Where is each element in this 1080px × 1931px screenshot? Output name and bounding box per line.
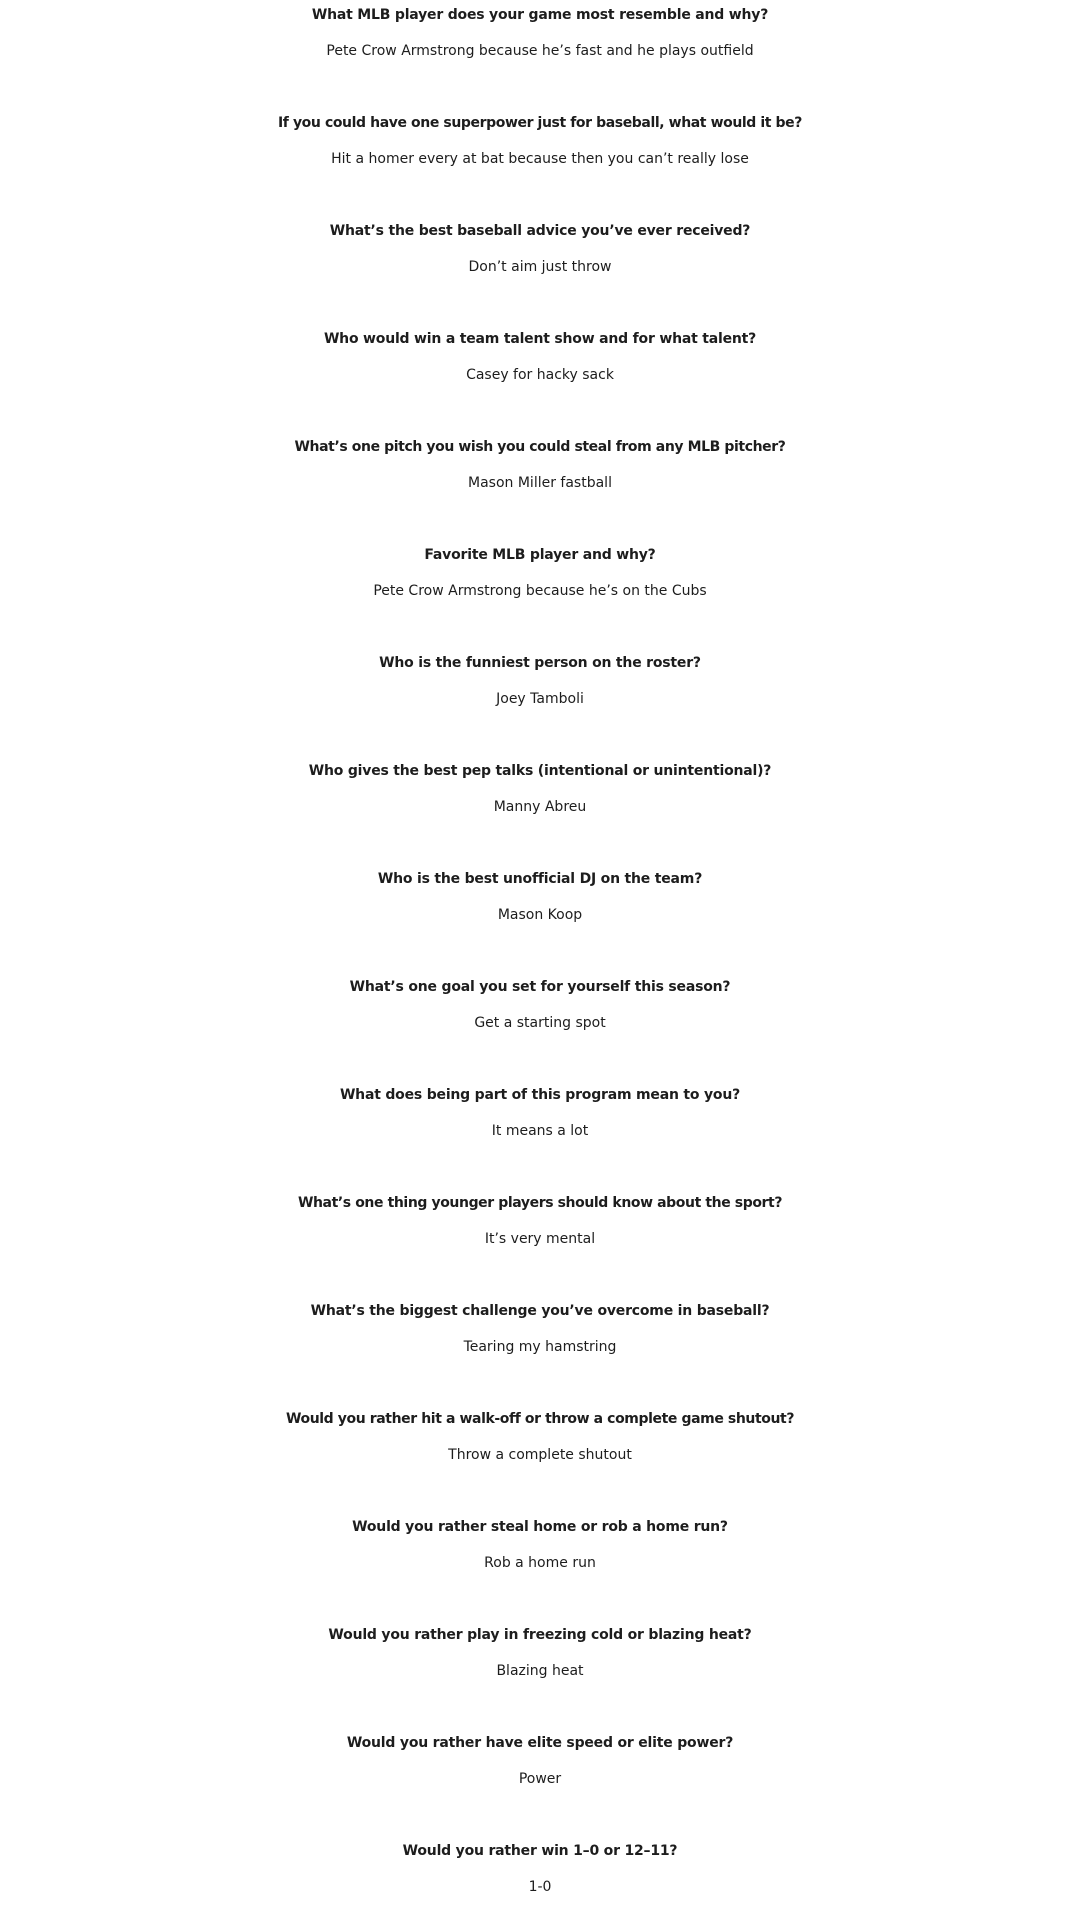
answer: Rob a home run: [484, 1555, 596, 1571]
qa-item: [0, 319, 1080, 419]
question: Favorite MLB player and why?: [424, 547, 656, 563]
answer: Casey for hacky sack: [466, 367, 614, 383]
qa-item: [0, 1399, 1080, 1499]
answer: It’s very mental: [484, 1231, 596, 1247]
qa-item: [0, 1075, 1080, 1175]
question: Would you rather have elite speed or elite power?: [346, 1735, 734, 1751]
question: Who is the funniest person on the roster?: [379, 655, 701, 671]
question: Would you rather steal home or rob a home run?: [352, 1519, 728, 1535]
qa-item: [0, 1291, 1080, 1391]
question: Who is the best unofficial DJ on the team?: [377, 871, 703, 887]
qa-item: [0, 1615, 1080, 1715]
qa-item: [0, 103, 1080, 203]
qa-item: [0, 211, 1080, 311]
answer: Manny Abreu: [493, 799, 587, 815]
question: What’s one pitch you wish you could steal from any MLB pitcher?: [294, 439, 786, 455]
question: What’s one thing younger players should know about the sport?: [297, 1195, 783, 1211]
answer: Pete Crow Armstrong because he’s on the Cubs: [373, 583, 707, 599]
answer: Joey Tamboli: [496, 691, 584, 707]
answer: 1-0: [528, 1879, 552, 1895]
question: Who gives the best pep talks (intentional or unintentional)?: [308, 763, 772, 779]
answer: Blazing heat: [496, 1663, 584, 1679]
qa-item: [0, 643, 1080, 743]
question: What’s the biggest challenge you’ve overcome in baseball?: [310, 1303, 770, 1319]
qa-item: [0, 1831, 1080, 1931]
answer: Tearing my hamstring: [463, 1339, 617, 1355]
qa-item: [0, 1723, 1080, 1823]
answer: Hit a homer every at bat because then you can’t really lose: [331, 151, 749, 167]
qa-item: [0, 967, 1080, 1067]
qa-item: [0, 751, 1080, 851]
question: What’s one goal you set for yourself this season?: [349, 979, 731, 995]
answer: Mason Miller fastball: [468, 475, 612, 491]
question: If you could have one superpower just for baseball, what would it be?: [277, 115, 802, 131]
answer: Don’t aim just throw: [468, 259, 612, 275]
qa-item: [0, 0, 1080, 95]
answer: Get a starting spot: [474, 1015, 606, 1031]
qa-item: [0, 535, 1080, 635]
question: Would you rather hit a walk-off or throw a complete game shutout?: [285, 1411, 795, 1427]
question: What MLB player does your game most resemble and why?: [311, 7, 769, 23]
answer: Power: [518, 1771, 562, 1787]
answer: Mason Koop: [497, 907, 583, 923]
qa-item: [0, 859, 1080, 959]
question: Would you rather win 1–0 or 12–11?: [402, 1843, 678, 1859]
qa-item: [0, 427, 1080, 527]
qa-item: [0, 1507, 1080, 1607]
qa-item: [0, 1183, 1080, 1283]
question: What does being part of this program mean to you?: [339, 1087, 741, 1103]
answer: It means a lot: [491, 1123, 589, 1139]
answer: Pete Crow Armstrong because he’s fast and he plays outfield: [326, 43, 754, 59]
question: Who would win a team talent show and for what talent?: [323, 331, 757, 347]
question: What’s the best baseball advice you’ve ever received?: [329, 223, 751, 239]
answer: Throw a complete shutout: [448, 1447, 632, 1463]
question: Would you rather play in freezing cold or blazing heat?: [328, 1627, 752, 1643]
